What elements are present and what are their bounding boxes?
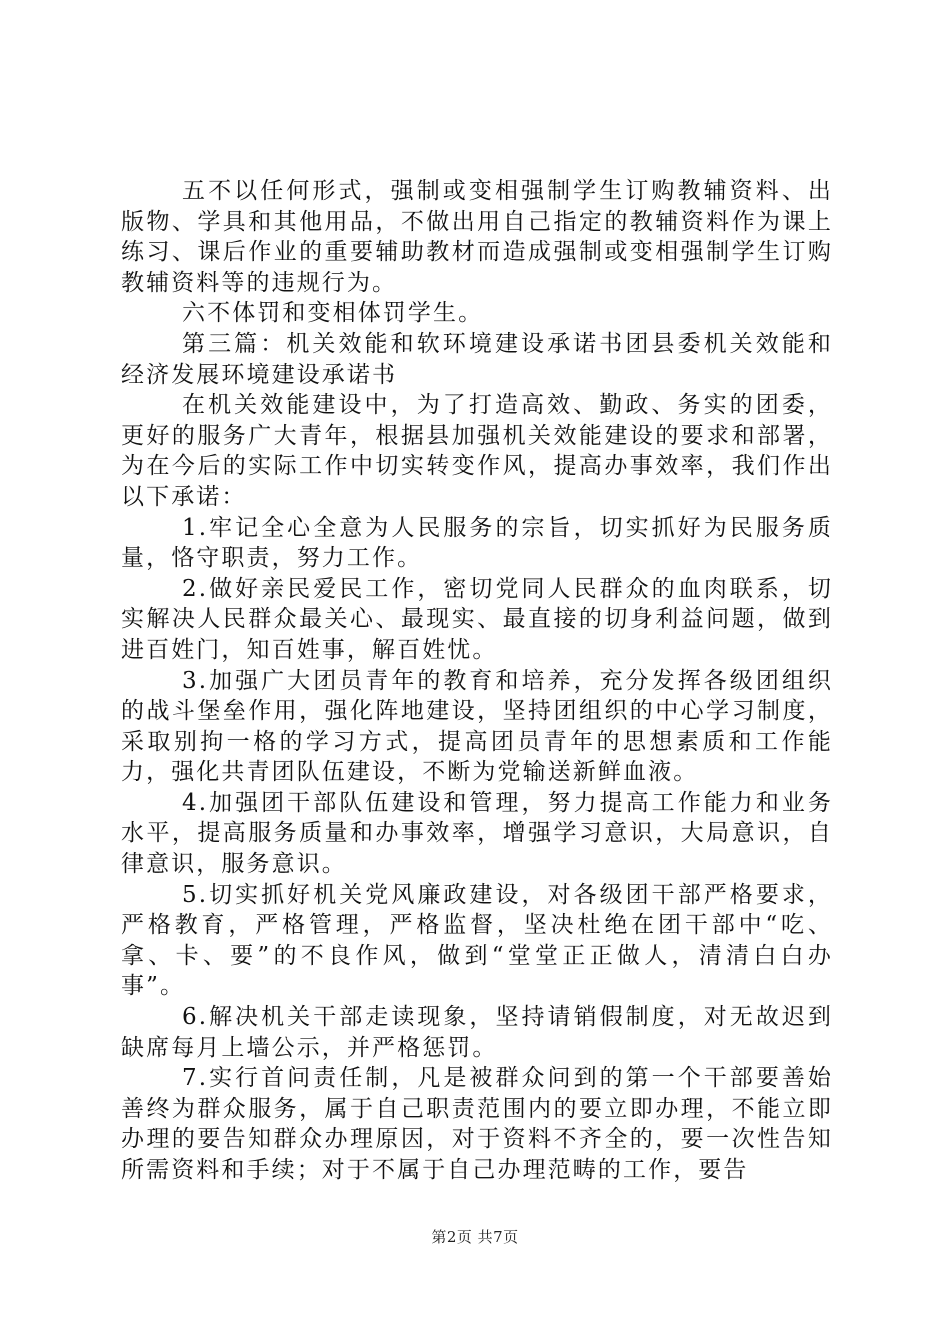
list-item: 2.做好亲民爱民工作，密切党同人民群众的血肉联系，切实解决人民群众最关心、最现实、最直接的切身利益问题，做到进百姓门，知百姓事，解百姓忧。 <box>121 575 833 663</box>
list-item: 3.加强广大团员青年的教育和培养，充分发挥各级团组织的战斗堡垒作用，强化阵地建设，坚持团组织的中心学习制度，采取别拘一格的学习方式，提高团员青年的思想素质和工作能力，强化共青团队伍建设，不断为党输送新鲜血液。 <box>121 667 833 786</box>
paragraph: 六不体罚和变相体罚学生。 <box>182 300 484 327</box>
section-heading: 第三篇：机关效能和软环境建设承诺书团县委机关效能和经济发展环境建设承诺书 <box>121 330 833 388</box>
list-item: 1.牢记全心全意为人民服务的宗旨，切实抓好为民服务质量，恪守职责，努力工作。 <box>121 514 833 572</box>
paragraph: 五不以任何形式，强制或变相强制学生订购教辅资料、出版物、学具和其他用品，不做出用自己指定的教辅资料作为课上练习、课后作业的重要辅助教材而造成强制或变相强制学生订购教辅资料等的违规行为。 <box>121 178 833 296</box>
paragraph: 在机关效能建设中，为了打造高效、勤政、务实的团委，更好的服务广大青年，根据县加强机关效能建设的要求和部署，为在今后的实际工作中切实转变作风，提高办事效率，我们作出以下承诺： <box>121 392 833 510</box>
list-item: 6.解决机关干部走读现象，坚持请销假制度，对无故迟到缺席每月上墙公示，并严格惩罚。 <box>121 1004 833 1061</box>
list-item: 5.切实抓好机关党风廉政建设，对各级团干部严格要求，严格教育，严格管理，严格监督，坚决杜绝在团干部中“吃、拿、卡、要”的不良作风，做到“堂堂正正做人，清清白白办事”。 <box>121 881 833 1000</box>
page-number: 第2页 共7页 <box>431 1228 519 1246</box>
list-item: 4.加强团干部队伍建设和管理，努力提高工作能力和业务水平，提高服务质量和办事效率，增强学习意识，大局意识，自律意识，服务意识。 <box>121 789 833 878</box>
document-body <box>121 176 833 1186</box>
list-item: 7.实行首问责任制，凡是被群众问到的第一个干部要善始善终为群众服务，属于自己职责范围内的要立即办理，不能立即办理的要告知群众办理原因，对于资料不齐全的，要一次性告知所需资料和手续；对于不属于自己办理范畴的工作，要告 <box>121 1065 833 1183</box>
